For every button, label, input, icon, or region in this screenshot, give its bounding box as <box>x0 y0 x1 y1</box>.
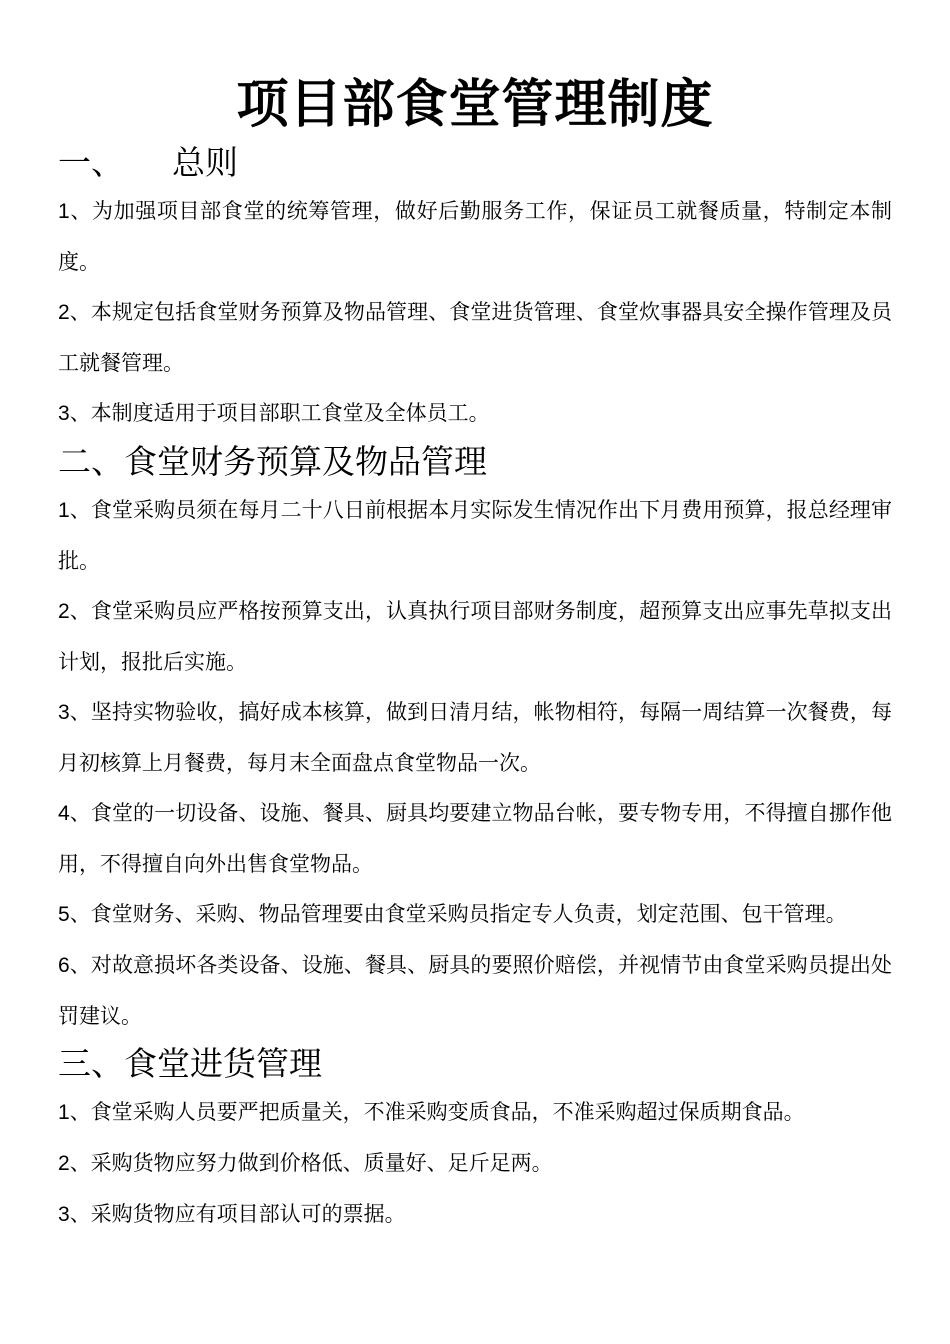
item-number: 1 <box>58 499 70 522</box>
item-text: 、食堂采购人员要严把质量关，不准采购变质食品，不准采购超过保质期食品。 <box>69 1100 805 1124</box>
item-text: 、采购货物应努力做到价格低、质量好、足斤足两。 <box>69 1151 553 1175</box>
section-number: 二、 <box>58 442 124 481</box>
section-purchasing <box>58 1041 892 1240</box>
section-number: 三、 <box>58 1044 124 1083</box>
section-general <box>58 140 892 439</box>
item-number: 2 <box>58 301 70 324</box>
item-text: 、本制度适用于项目部职工食堂及全体员工。 <box>69 401 490 425</box>
item-text: 、为加强项目部食堂的统筹管理，做好后勤服务工作，保证员工就餐质量，特制定本制度。 <box>58 199 892 274</box>
item-number: 2 <box>58 600 70 623</box>
list-item <box>58 388 892 439</box>
list-item <box>58 287 892 388</box>
item-text: 、食堂采购员应严格按预算支出，认真执行项目部财务制度，超预算支出应事先草拟支出计划，报批后实施。 <box>58 599 892 674</box>
list-item <box>58 186 892 287</box>
section-heading <box>58 140 892 186</box>
item-number: 1 <box>58 200 70 223</box>
section-title: 食堂进货管理 <box>124 1044 322 1083</box>
item-number: 3 <box>58 1203 70 1226</box>
list-item <box>58 1189 892 1240</box>
list-item <box>58 1087 892 1138</box>
item-text: 、本规定包括食堂财务预算及物品管理、食堂进货管理、食堂炊事器具安全操作管理及员工就餐管理。 <box>58 300 892 375</box>
section-heading <box>58 1041 892 1087</box>
item-number: 6 <box>58 954 70 977</box>
list-item <box>58 485 892 586</box>
item-text: 、食堂的一切设备、设施、餐具、厨具均要建立物品台帐，要专物专用，不得擅自挪作他用，不得擅自向外出售食堂物品。 <box>58 801 892 876</box>
list-item <box>58 889 892 940</box>
section-title: 总则 <box>172 143 238 182</box>
item-text: 、食堂采购员须在每月二十八日前根据本月实际发生情况作出下月费用预算，报总经理审批。 <box>58 498 892 573</box>
item-number: 5 <box>58 903 70 926</box>
item-number: 1 <box>58 1101 70 1124</box>
item-text: 、采购货物应有项目部认可的票据。 <box>69 1202 406 1226</box>
section-title: 食堂财务预算及物品管理 <box>124 442 487 481</box>
list-item <box>58 940 892 1041</box>
item-text: 、坚持实物验收，搞好成本核算，做到日清月结，帐物相符，每隔一周结算一次餐费，每月初核算上月餐费，每月末全面盘点食堂物品一次。 <box>58 700 892 775</box>
item-number: 2 <box>58 1152 70 1175</box>
list-item <box>58 586 892 687</box>
item-number: 3 <box>58 402 70 425</box>
item-number: 4 <box>58 802 70 825</box>
section-heading <box>58 439 892 485</box>
list-item <box>58 788 892 889</box>
section-number: 一、 <box>58 143 124 182</box>
item-text: 、食堂财务、采购、物品管理要由食堂采购员指定专人负责，划定范围、包干管理。 <box>69 902 847 926</box>
list-item <box>58 687 892 788</box>
item-text: 、对故意损坏各类设备、设施、餐具、厨具的要照价赔偿，并视情节由食堂采购员提出处罚建议。 <box>58 953 892 1028</box>
document-title: 项目部食堂管理制度 <box>236 75 714 135</box>
section-finance-budget <box>58 439 892 1041</box>
list-item <box>58 1138 892 1189</box>
item-number: 3 <box>58 701 70 724</box>
